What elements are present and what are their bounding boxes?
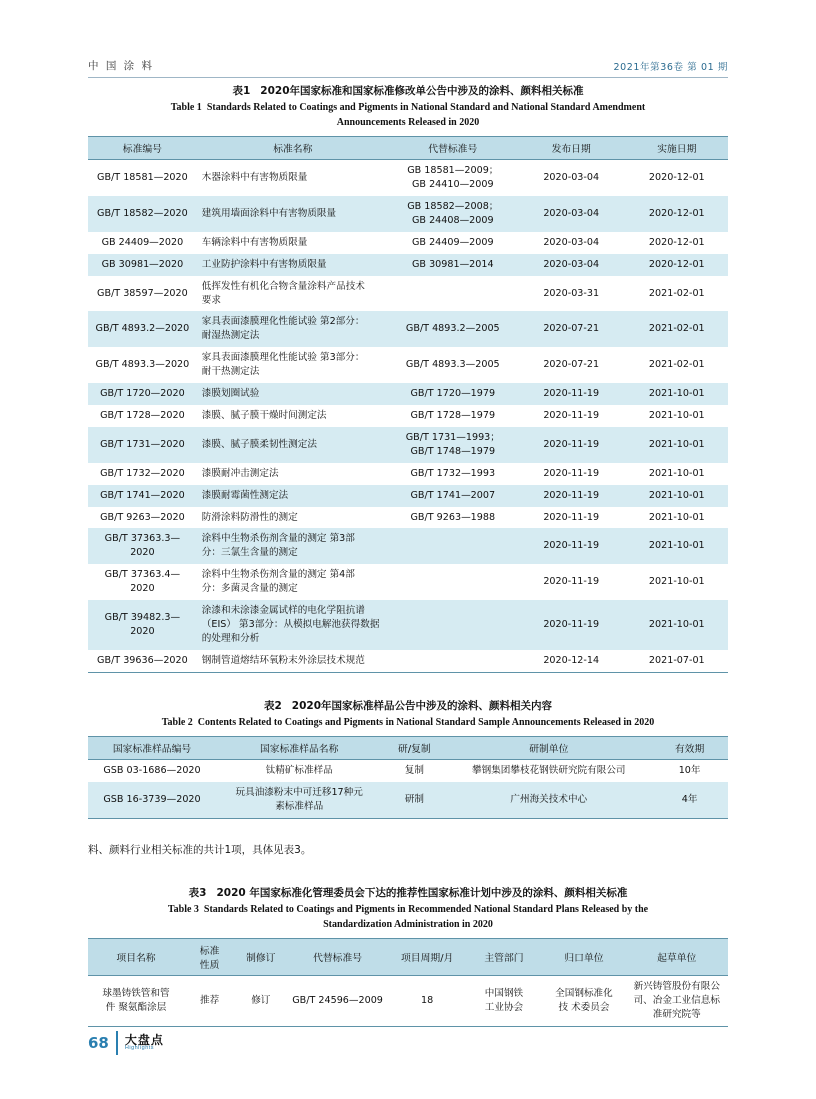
table1-cell: GB/T 39482.3—2020 xyxy=(88,600,197,650)
table1-cell: 漆膜、腻子膜柔韧性测定法 xyxy=(197,427,389,463)
table1-col-issued: 发布日期 xyxy=(517,137,626,160)
table-row xyxy=(88,463,728,485)
table1-cell: 2021-02-01 xyxy=(626,311,728,347)
table1-cell: 车辆涂料中有害物质限量 xyxy=(197,232,389,254)
table1-cell: 2021-10-01 xyxy=(626,600,728,650)
table2-col-code: 国家标准样品编号 xyxy=(88,737,216,760)
table3-col-unit xyxy=(542,939,625,976)
table1-cell: 2020-11-19 xyxy=(517,485,626,507)
table1-header-row xyxy=(88,137,728,160)
table2-caption xyxy=(88,699,728,731)
table1-cell: 2020-12-01 xyxy=(626,254,728,276)
table3-cell: 中国钢铁 工业协会 xyxy=(466,976,543,1027)
table3-label-en: Table 3 xyxy=(167,904,199,916)
table1-cell: 2020-11-19 xyxy=(517,507,626,529)
table1-cell: GB 30981—2020 xyxy=(88,254,197,276)
table1-cell: GB/T 1728—2020 xyxy=(88,405,197,427)
table-row xyxy=(88,760,728,782)
table1-cell: GB/T 18581—2020 xyxy=(88,160,197,196)
table1-cell: 2020-11-19 xyxy=(517,463,626,485)
footer-section xyxy=(125,1034,164,1052)
body-paragraph: 料、颜料行业相关标准的共计1项，具体见表3。 xyxy=(88,844,312,857)
table2-title-cn: 2020年国家标准样品公告中涉及的涂料、颜料相关内容 xyxy=(291,699,553,712)
table3-col-nature xyxy=(184,939,235,976)
table2-label-cn: 表2 xyxy=(263,699,282,712)
table2-cell: 复制 xyxy=(382,760,446,782)
table3-caption-en-1 xyxy=(88,903,728,918)
table1-cell: 2021-02-01 xyxy=(626,276,728,312)
table1-cell: 2021-10-01 xyxy=(626,485,728,507)
table1-cell: 家具表面漆膜理化性能试验 第3部分： 耐干热测定法 xyxy=(197,347,389,383)
table1-cell: 2020-07-21 xyxy=(517,311,626,347)
table1-cell: GB/T 4893.2—2005 xyxy=(389,311,517,347)
table1-cell: GB/T 1720—1979 xyxy=(389,383,517,405)
table-row xyxy=(88,976,728,1027)
table2-header-row xyxy=(88,737,728,760)
table1-cell: GB/T 1731—1993； GB/T 1748—1979 xyxy=(389,427,517,463)
table1-cell: 2020-11-19 xyxy=(517,528,626,564)
table-row xyxy=(88,600,728,650)
table2-caption-cn xyxy=(88,699,728,714)
table1-cell: GB/T 1741—2020 xyxy=(88,485,197,507)
table1-cell: 2021-10-01 xyxy=(626,405,728,427)
table1-cell: 2020-11-19 xyxy=(517,383,626,405)
table1-cell xyxy=(389,600,517,650)
table1-cell: GB/T 4893.3—2020 xyxy=(88,347,197,383)
table3-col-replaces xyxy=(286,939,388,976)
table1-cell: GB 24409—2020 xyxy=(88,232,197,254)
table1-cell: GB/T 37363.4—2020 xyxy=(88,564,197,600)
table1-cell: 2021-10-01 xyxy=(626,383,728,405)
table1-cell: 2020-03-04 xyxy=(517,254,626,276)
table1-cell: 2020-03-04 xyxy=(517,196,626,232)
table-row xyxy=(88,160,728,196)
page-footer xyxy=(88,1031,164,1055)
table1-cell: 2020-03-04 xyxy=(517,232,626,254)
table-standard-samples-2020 xyxy=(88,736,728,819)
table1-cell: GB 24409—2009 xyxy=(389,232,517,254)
table3-col-replaces-label: 代替标准号 xyxy=(313,953,363,965)
table1-cell: 2020-03-04 xyxy=(517,160,626,196)
table1-cell xyxy=(389,564,517,600)
table3-cell: 球墨铸铁管和管 件 聚氨酯涂层 xyxy=(88,976,184,1027)
table1-cell: 钢制管道熔结环氧粉末外涂层技术规范 xyxy=(197,650,389,672)
table1-cell: 漆膜、腻子膜干燥时间测定法 xyxy=(197,405,389,427)
table1-title-en-2: Announcements Released in 2020 xyxy=(336,116,480,128)
table1-cell: GB 30981—2014 xyxy=(389,254,517,276)
table2-col-org: 研制单位 xyxy=(446,737,651,760)
table3-col-nature-label: 标准 性质 xyxy=(199,946,220,972)
table1-cell: 2020-12-01 xyxy=(626,196,728,232)
table3-cell: 修订 xyxy=(235,976,286,1027)
table-recommended-plans-2020 xyxy=(88,938,728,1027)
table1-cell: 低挥发性有机化合物含量涂料产品技术 要求 xyxy=(197,276,389,312)
table1-cell xyxy=(389,528,517,564)
table1-caption-cn xyxy=(88,84,728,99)
table1-cell: 涂料中生物杀伤剂含量的测定 第4部 分：多菌灵含量的测定 xyxy=(197,564,389,600)
table1-cell: GB/T 39636—2020 xyxy=(88,650,197,672)
table1-cell: GB/T 1732—1993 xyxy=(389,463,517,485)
table1-cell: 2020-03-31 xyxy=(517,276,626,312)
table1-cell: GB/T 4893.2—2020 xyxy=(88,311,197,347)
table1-cell: 家具表面漆膜理化性能试验 第2部分： 耐湿热测定法 xyxy=(197,311,389,347)
page-number: 68 xyxy=(88,1034,109,1052)
table1-cell: GB/T 1732—2020 xyxy=(88,463,197,485)
table-row xyxy=(88,507,728,529)
table1-col-name: 标准名称 xyxy=(197,137,389,160)
table1-cell: 2021-10-01 xyxy=(626,463,728,485)
table3-col-project xyxy=(88,939,184,976)
table3-cell: 推荐 xyxy=(184,976,235,1027)
table2-cell: 研制 xyxy=(382,782,446,818)
table3-title-en-1: Standards Related to Coatings and Pigments in Recommended National Standard Plans Released by the xyxy=(203,904,649,916)
table-row xyxy=(88,427,728,463)
table1-cell: GB/T 18582—2020 xyxy=(88,196,197,232)
table1-cell: 工业防护涂料中有害物质限量 xyxy=(197,254,389,276)
table2-title-en: Contents Related to Coatings and Pigments in National Standard Sample Announcements Released in 2020 xyxy=(197,716,655,728)
table2-cell: 4年 xyxy=(651,782,728,818)
table1-cell: GB 18581—2009； GB 24410—2009 xyxy=(389,160,517,196)
table-row xyxy=(88,311,728,347)
table2-col-type: 研/复制 xyxy=(382,737,446,760)
table1-cell: GB 18582—2008； GB 24408—2009 xyxy=(389,196,517,232)
table2-cell: 钛精矿标准样品 xyxy=(216,760,382,782)
table2-col-validity: 有效期 xyxy=(651,737,728,760)
table1-cell: 2020-12-14 xyxy=(517,650,626,672)
table-row xyxy=(88,485,728,507)
table3-col-revision xyxy=(235,939,286,976)
footer-divider xyxy=(116,1031,118,1055)
table1-col-replaces: 代替标准号 xyxy=(389,137,517,160)
table2-cell: GSB 16-3739—2020 xyxy=(88,782,216,818)
table1-cell: 漆膜划圈试验 xyxy=(197,383,389,405)
table1-cell: 2020-12-01 xyxy=(626,160,728,196)
table2-cell: 攀钢集团攀枝花钢铁研究院有限公司 xyxy=(446,760,651,782)
table1-cell: 建筑用墙面涂料中有害物质限量 xyxy=(197,196,389,232)
table-row xyxy=(88,254,728,276)
table1-cell: 2021-02-01 xyxy=(626,347,728,383)
running-head xyxy=(88,58,728,78)
table1-cell: 涂漆和未涂漆金属试样的电化学阻抗谱 （EIS） 第3部分：从模拟电解池获得数据 的处理和分析 xyxy=(197,600,389,650)
table1-title-en-1: Standards Related to Coatings and Pigments in National Standard and National Standard Amendment xyxy=(206,102,646,114)
table1-cell: 2020-07-21 xyxy=(517,347,626,383)
table3-col-authority-label: 主管部门 xyxy=(484,953,524,965)
table1-cell: 2021-10-01 xyxy=(626,564,728,600)
table1-cell: 2020-11-19 xyxy=(517,600,626,650)
table2-cell: 玩具油漆粉末中可迁移17种元 素标准样品 xyxy=(216,782,382,818)
table3-caption xyxy=(88,886,728,932)
table2-cell: 10年 xyxy=(651,760,728,782)
table3-col-project-label: 项目名称 xyxy=(116,953,156,965)
table3-cell: GB/T 24596—2009 xyxy=(286,976,388,1027)
page-content xyxy=(88,84,728,1027)
table1-label-en: Table 1 xyxy=(170,102,202,114)
table2-col-name: 国家标准样品名称 xyxy=(216,737,382,760)
table1-title-cn: 2020年国家标准和国家标准修改单公告中涉及的涂料、颜料相关标准 xyxy=(260,85,584,97)
table1-cell: GB/T 1731—2020 xyxy=(88,427,197,463)
table1-cell: GB/T 1728—1979 xyxy=(389,405,517,427)
table3-col-period xyxy=(389,939,466,976)
table3-col-period-label: 项目周期/月 xyxy=(401,953,454,965)
table3-cell: 新兴铸管股份有限公 司、冶金工业信息标 准研究院等 xyxy=(626,976,728,1027)
table-row xyxy=(88,276,728,312)
table3-label-cn: 表3 xyxy=(188,887,207,900)
table3-caption-cn xyxy=(88,886,728,901)
table3-col-unit-label: 归口单位 xyxy=(564,953,604,965)
issue-info: 2021年第36卷 第 01 期 xyxy=(613,62,728,73)
table1-cell: GB/T 9263—2020 xyxy=(88,507,197,529)
table1-cell: GB/T 9263—1988 xyxy=(389,507,517,529)
table1-cell: 漆膜耐冲击测定法 xyxy=(197,463,389,485)
table2-caption-en xyxy=(88,716,728,731)
table-standards-2020 xyxy=(88,136,728,672)
footer-section-en: Highlights xyxy=(124,1045,155,1052)
table1-col-code: 标准编号 xyxy=(88,137,197,160)
table1-cell: 2021-07-01 xyxy=(626,650,728,672)
table3-title-cn: 2020 年国家标准化管理委员会下达的推荐性国家标准计划中涉及的涂料、颜料相关标准 xyxy=(216,887,628,900)
table3-header-row xyxy=(88,939,728,976)
table3-col-drafters xyxy=(626,939,728,976)
table3-col-revision-label: 制修订 xyxy=(246,953,276,965)
table2-cell: GSB 03-1686—2020 xyxy=(88,760,216,782)
table-row xyxy=(88,405,728,427)
table1-label-cn: 表1 xyxy=(232,85,251,97)
table3-cell: 全国钢标准化 技 术委员会 xyxy=(542,976,625,1027)
table-row xyxy=(88,782,728,818)
table1-caption xyxy=(88,84,728,130)
table1-cell: 2020-11-19 xyxy=(517,564,626,600)
footer-section-cn: 大盘点 xyxy=(124,1032,164,1047)
table1-cell xyxy=(389,276,517,312)
table1-cell: 2021-10-01 xyxy=(626,507,728,529)
table1-col-effective: 实施日期 xyxy=(626,137,728,160)
journal-name: 中 国 涂 料 xyxy=(88,60,155,72)
table1-cell: GB/T 37363.3—2020 xyxy=(88,528,197,564)
table1-cell: 涂料中生物杀伤剂含量的测定 第3部 分：三氯生含量的测定 xyxy=(197,528,389,564)
table-row xyxy=(88,528,728,564)
table1-cell: 2020-12-01 xyxy=(626,232,728,254)
table1-cell: 2021-10-01 xyxy=(626,427,728,463)
table3-title-en-2: Standardization Administration in 2020 xyxy=(323,918,493,930)
table1-cell: 2020-11-19 xyxy=(517,427,626,463)
table3-col-authority xyxy=(466,939,543,976)
table-row xyxy=(88,232,728,254)
table1-caption-en-1 xyxy=(88,101,728,116)
table1-cell: GB/T 1720—2020 xyxy=(88,383,197,405)
table1-cell: 2020-11-19 xyxy=(517,405,626,427)
table3-col-drafters-label: 起草单位 xyxy=(657,953,697,965)
table-row xyxy=(88,347,728,383)
table1-cell: 漆膜耐霉菌性测定法 xyxy=(197,485,389,507)
table1-cell: GB/T 38597—2020 xyxy=(88,276,197,312)
table3-cell: 18 xyxy=(389,976,466,1027)
table1-cell: 木器涂料中有害物质限量 xyxy=(197,160,389,196)
table-row xyxy=(88,383,728,405)
table2-cell: 广州海关技术中心 xyxy=(446,782,651,818)
table1-cell xyxy=(389,650,517,672)
table1-cell: GB/T 4893.3—2005 xyxy=(389,347,517,383)
table1-cell: 防滑涂料防滑性的测定 xyxy=(197,507,389,529)
table-row xyxy=(88,650,728,672)
table-row xyxy=(88,196,728,232)
table2-label-en: Table 2 xyxy=(161,716,193,728)
table1-cell: GB/T 1741—2007 xyxy=(389,485,517,507)
table1-cell: 2021-10-01 xyxy=(626,528,728,564)
table-row xyxy=(88,564,728,600)
